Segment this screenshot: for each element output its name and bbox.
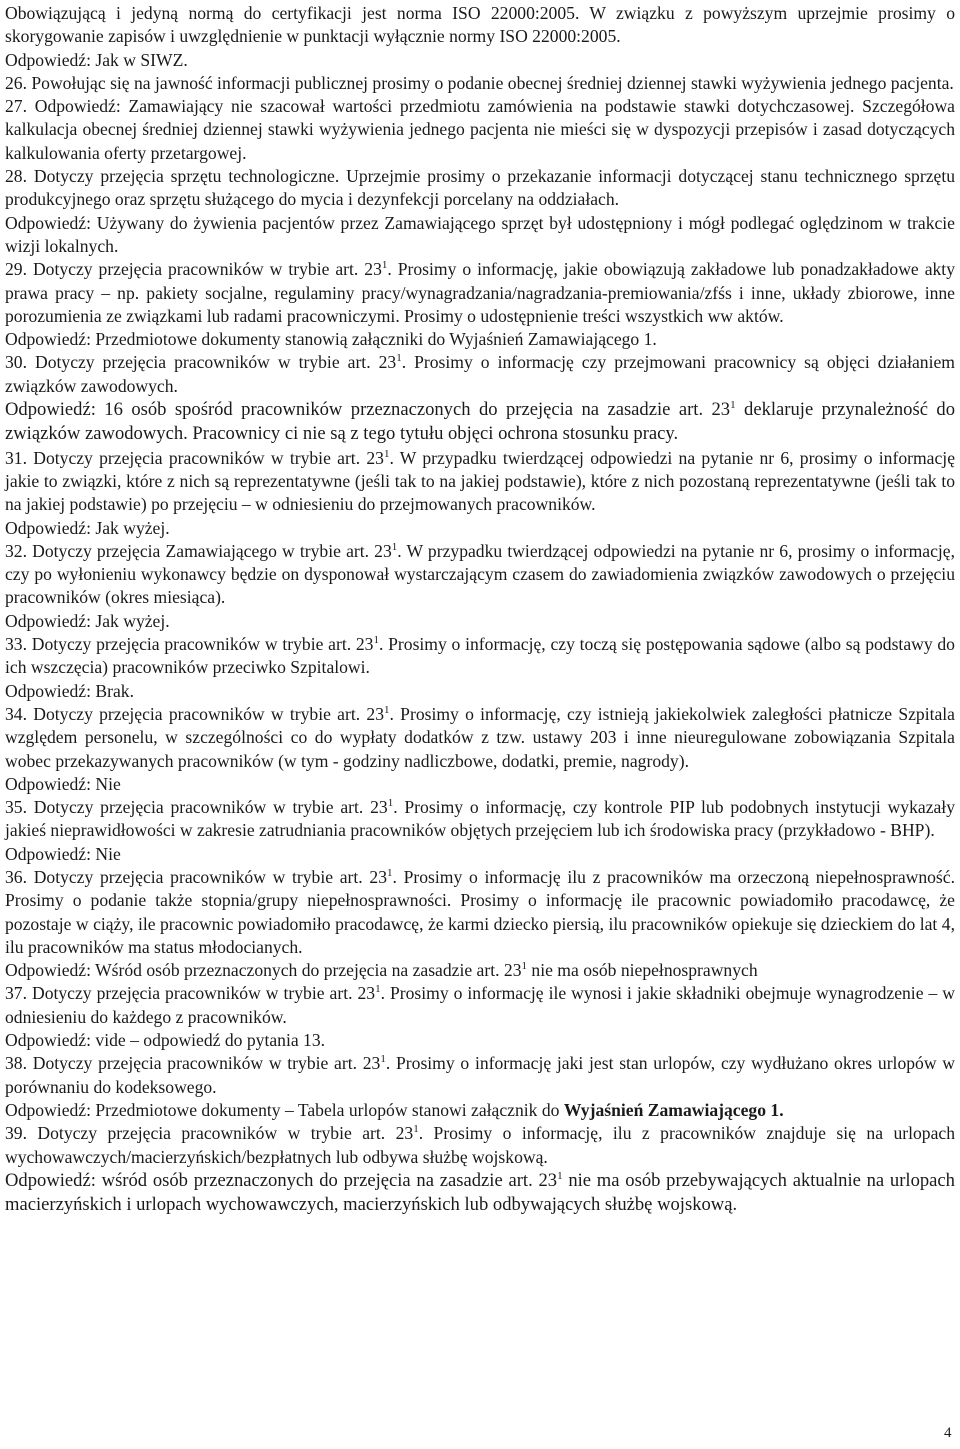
answer-29: Odpowiedź: Przedmiotowe dokumenty stanowią załączniki do Wyjaśnień Zamawiającego 1. bbox=[5, 329, 657, 350]
answer-34: Odpowiedź: Nie bbox=[5, 773, 121, 794]
question-31: 31. Dotyczy przejęcia pracowników w trybie art. $23^1$. W przypadku twierdzącej odpowiedzi na pytanie nr 6, prosimy o informację jakie to związki, które z nich są reprezentatywne (jeśli tak to na jakiej podstawie), które z nich pozostaną reprezentatywne (jeśli tak to na jakiej podstawie) po przejęciu – w odniesieniu do przejmowanych pracowników. bbox=[5, 447, 955, 515]
question-26: 26. Powołując się na jawność informacji publicznej prosimy o podanie obecnej średniej dziennej stawki wyżywienia jednego pacjenta. bbox=[5, 72, 954, 93]
answer-31: Odpowiedź: Jak wyżej. bbox=[5, 517, 170, 538]
question-39: 39. Dotyczy przejęcia pracowników w trybie art. $23^1$. Prosimy o informację, ilu z pracowników znajduje się na urlopach wychowawczych/macierzyńskich/bezpłatnych lub odbywa służbę wojskową. bbox=[5, 1123, 955, 1167]
document-page bbox=[5, 2, 955, 1217]
answer-28: Odpowiedź: Używany do żywienia pacjentów przez Zamawiającego sprzęt był udostępniony i mógł podlegać oględzinom w trakcie wizji lokalnych. bbox=[5, 212, 955, 256]
question-33: 33. Dotyczy przejęcia pracowników w trybie art. $23^1$. Prosimy o informację, czy toczą się postępowania sądowe (albo są podstawy do ich wszczęcia) pracowników przeciwko Szpitalowi. bbox=[5, 634, 955, 678]
answer-30: Odpowiedź: 16 osób spośród pracowników przeznaczonych do przejęcia na zasadzie art. $23^1$ deklaruje przynależność do związków zawodowych. Pracownicy ci nie są z tego tytułu objęci ochrona stosunku pracy. bbox=[5, 399, 955, 445]
question-29: 29. Dotyczy przejęcia pracowników w trybie art. $23^1$. Prosimy o informację, jakie obowiązują zakładowe lub ponadzakładowe akty prawa pracy – np. pakiety socjalne, regulaminy pracy/wynagradzania/nagradzania-premiowania/zfśs i inne, układy zbiorowe, inne porozumienia ze związkami lub radami pracowniczymi. Prosimy o udostępnienie treści wszystkich ww aktów. bbox=[5, 259, 955, 326]
question-30: 30. Dotyczy przejęcia pracowników w trybie art. $23^1$. Prosimy o informację czy przejmowani pracownicy są objęci działaniem związków zawodowych. bbox=[5, 352, 955, 396]
question-38: 38. Dotyczy przejęcia pracowników w trybie art. $23^1$. Prosimy o informację jaki jest stan urlopów, czy wydłużano okres urlopów w porównaniu do kodeksowego. bbox=[5, 1053, 955, 1097]
answer-33: Odpowiedź: Brak. bbox=[5, 680, 134, 701]
question-35: 35. Dotyczy przejęcia pracowników w trybie art. $23^1$. Prosimy o informację, czy kontrole PIP lub podobnych instytucji wykazały jakieś nieprawidłowości w zakresie zatrudniania pracowników objętych przejęciem lub ich środowiska pracy (przykładowo - BHP). bbox=[5, 797, 955, 841]
answer-39: Odpowiedź: wśród osób przeznaczonych do przejęcia na zasadzie art. $23^1$ nie ma osób przebywających aktualnie na urlopach macierzyńskich i urlopach wychowawczych, macierzyńskich lub odbywających służbę wojskową. bbox=[5, 1169, 955, 1216]
answer-35: Odpowiedź: Nie bbox=[5, 843, 121, 864]
answer-36: Odpowiedź: Wśród osób przeznaczonych do przejęcia na zasadzie art. $23^1$ nie ma osób niepełnosprawnych bbox=[5, 960, 758, 981]
question-34: 34. Dotyczy przejęcia pracowników w trybie art. $23^1$. Prosimy o informację, czy istnieją jakiekolwiek zaległości płatnicze Szpitala względem personelu, w szczególności co do wypłaty dodatków z tzw. ustawy 203 i inne nieuregulowane zobowiązania Szpitala wobec przekazywanych pracowników (w tym - godziny nadliczbowe, dodatki, premie, nagrody). bbox=[5, 703, 955, 771]
question-36: 36. Dotyczy przejęcia pracowników w trybie art. $23^1$. Prosimy o informację ilu z pracowników ma orzeczoną niepełnosprawność. Prosimy o podanie także stopnia/grupy niepełnosprawności. Prosimy o informację ile pracownic powiadomiło pracodawcę, że pozostaje w ciąży, ile pracownic powiadomiło pracodawcę, że karmi dziecko piersią, ilu pracowników opiekuje się dzieckiem do lat 4, ilu pracowników ma status młodocianych. bbox=[5, 866, 955, 957]
answer-25: Odpowiedź: Jak w SIWZ. bbox=[5, 49, 188, 70]
question-37: 37. Dotyczy przejęcia pracowników w trybie art. $23^1$. Prosimy o informację ile wynosi i jakie składniki obejmuje wynagrodzenie – w odniesieniu do każdego z pracowników. bbox=[5, 983, 955, 1027]
page-number: 4 bbox=[944, 1425, 952, 1441]
bold-reference: Wyjaśnień Zamawiającego 1. bbox=[563, 1099, 784, 1120]
question-28: 28. Dotyczy przejęcia sprzętu technologiczne. Uprzejmie prosimy o przekazanie informacji dotyczącej stanu technicznego sprzętu produkcyjnego oraz sprzętu służącego do mycia i dezynfekcji porcelany na oddziałach. bbox=[5, 166, 955, 210]
answer-32: Odpowiedź: Jak wyżej. bbox=[5, 610, 170, 631]
answer-27: 27. Odpowiedź: Zamawiający nie szacował wartości przedmiotu zamówienia na podstawie stawki dotychczasowej. Szczegółowa kalkulacja obecnej średniej dziennej stawki wyżywienia jednego pacjenta nie mieści się w dyspozycji przepisów i zasad dotyczących kalkulowania oferty przetargowej. bbox=[5, 96, 955, 163]
answer-38: Odpowiedź: Przedmiotowe dokumenty – Tabela urlopów stanowi załącznik do Wyjaśnień Zamawiającego 1. bbox=[5, 1099, 784, 1120]
answer-37: Odpowiedź: vide – odpowiedź do pytania 13. bbox=[5, 1030, 326, 1051]
question-32: 32. Dotyczy przejęcia Zamawiającego w trybie art. $23^1$. W przypadku twierdzącej odpowiedzi na pytanie nr 6, prosimy o informację, czy po wyłonieniu wykonawcy będzie on dysponował wystarczającym czasem do zawiadomienia związków zawodowych o przejęciu pracowników (okres miesiąca). bbox=[5, 540, 955, 608]
paragraph-intro: Obowiązującą i jedyną normą do certyfikacji jest norma ISO 22000:2005. W związku z powyższym uprzejmie prosimy o skorygowanie zapisów i uwzględnienie w punktacji wyłącznie normy ISO 22000:2005. bbox=[5, 3, 955, 47]
